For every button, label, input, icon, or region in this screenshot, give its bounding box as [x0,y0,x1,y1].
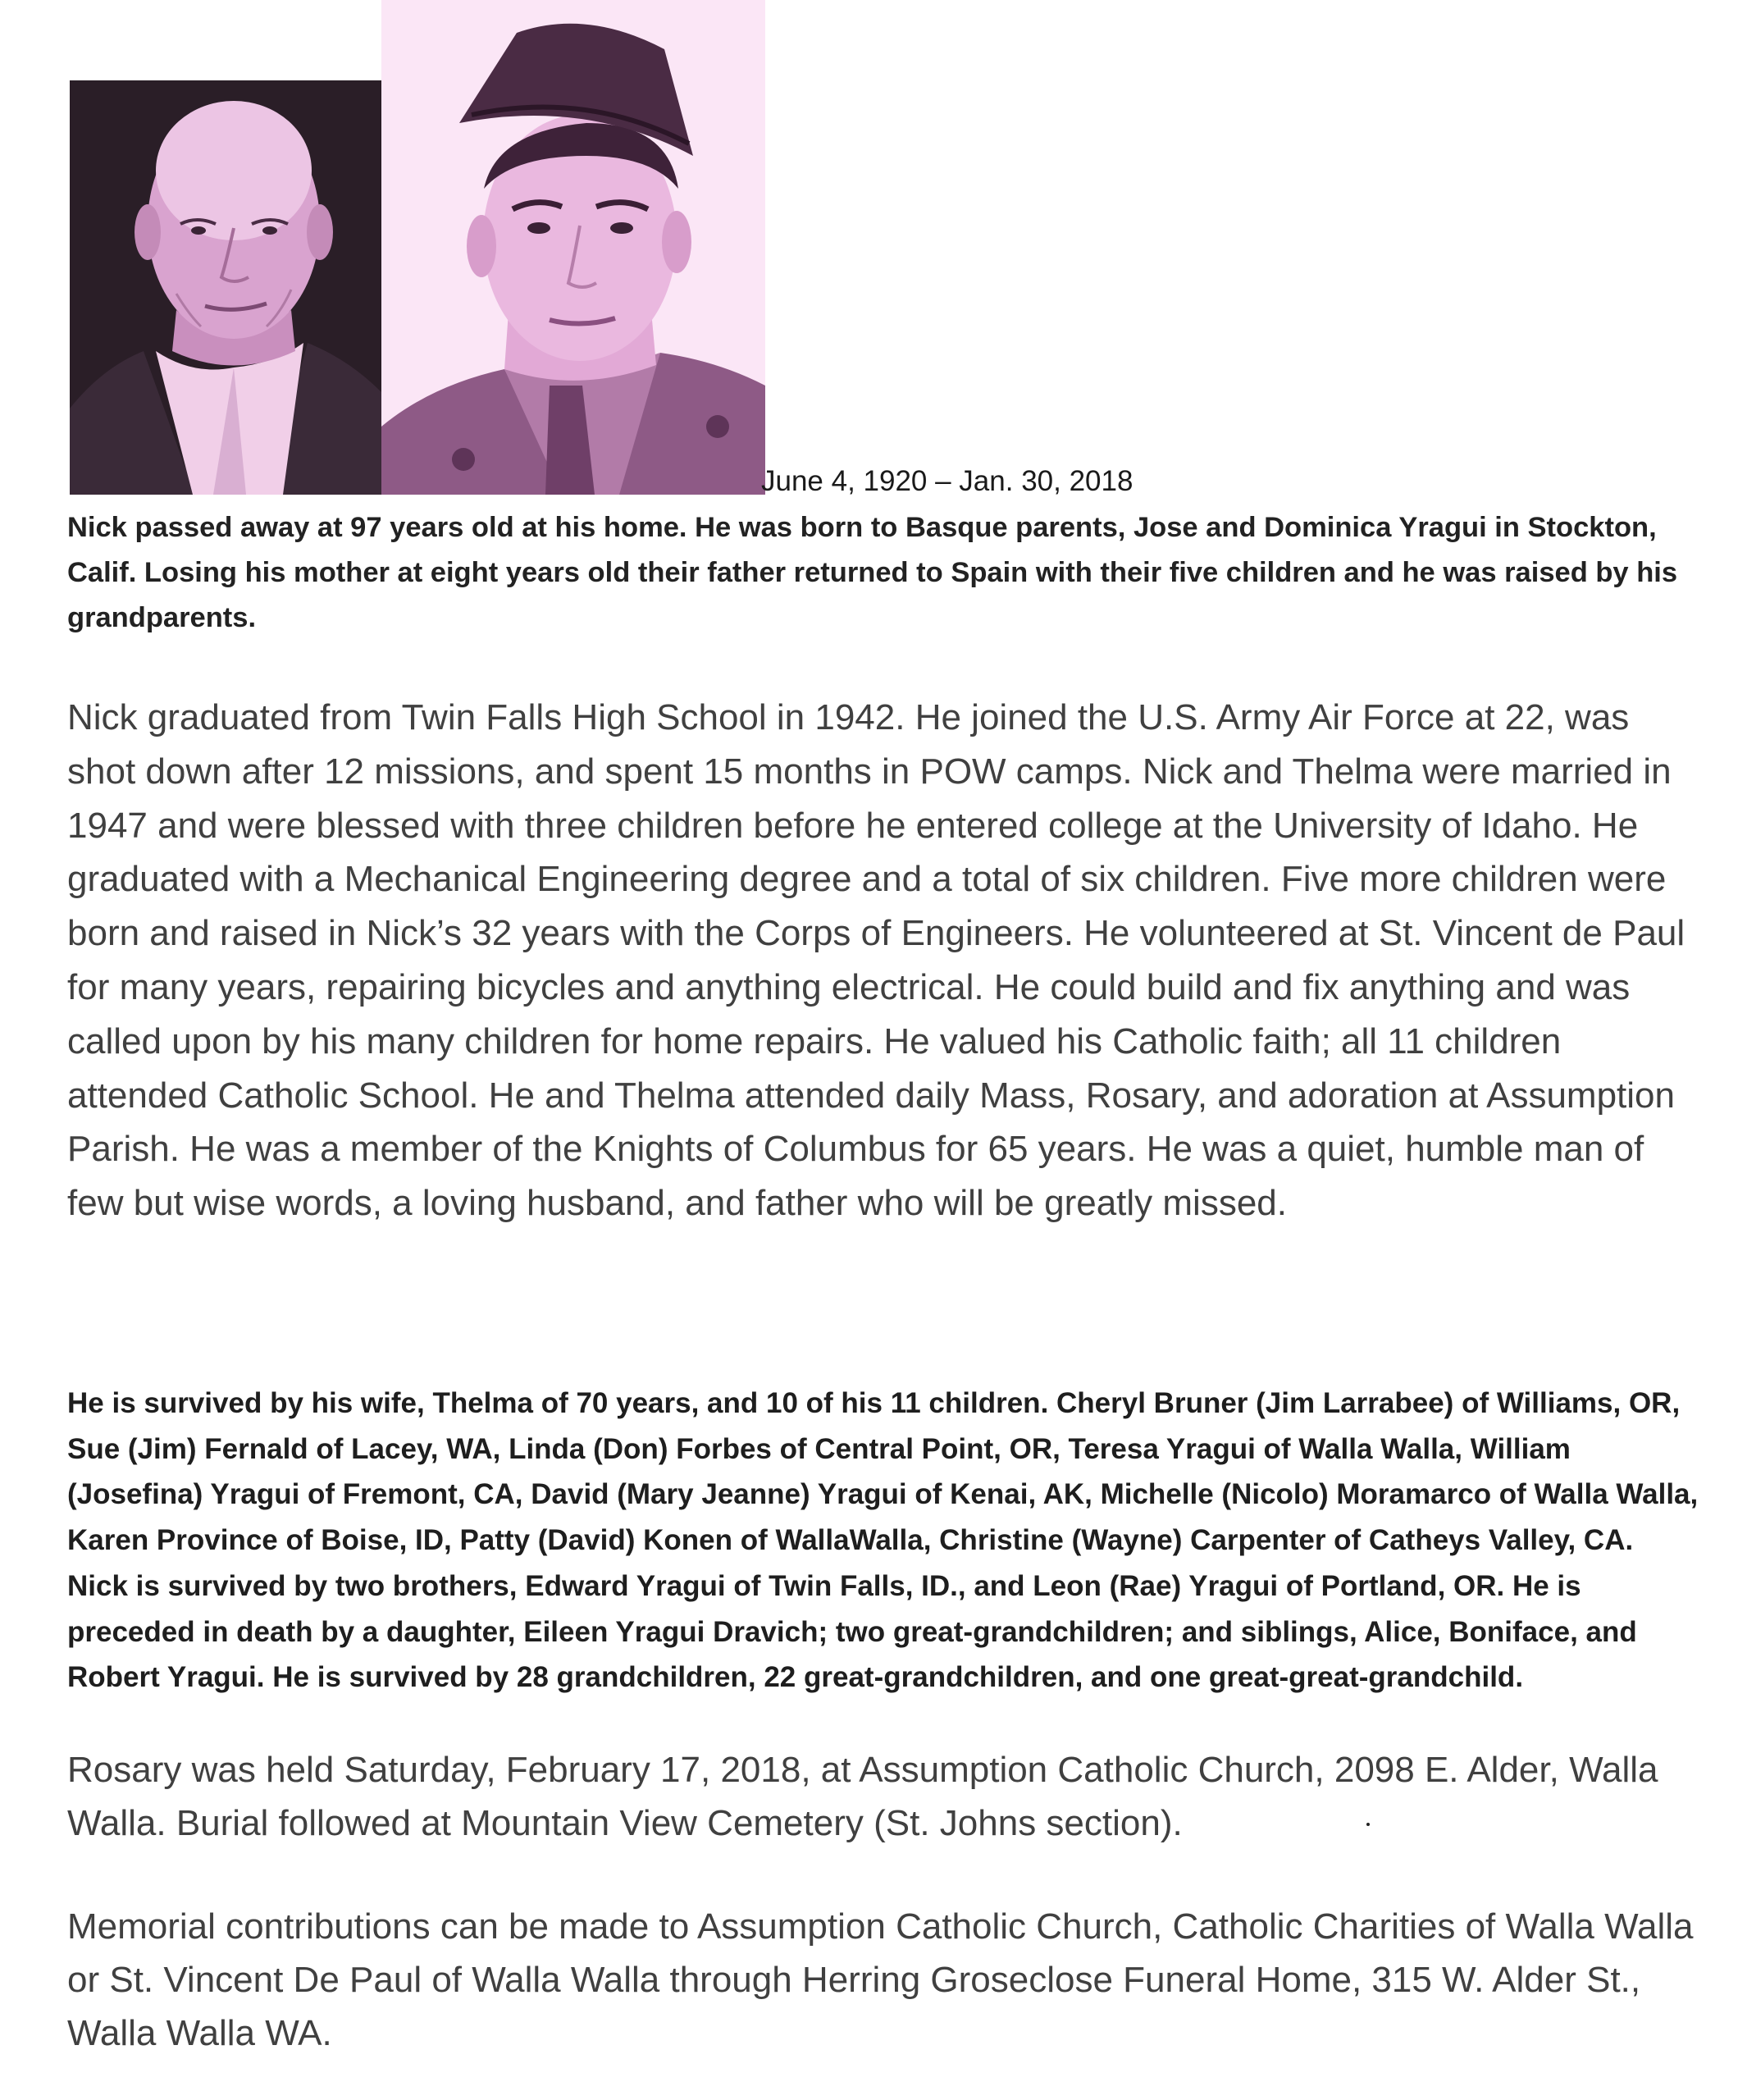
intro-paragraph: Nick passed away at 97 years old at his home. He was born to Basque parents, Jose and Dominica Yragui in Stockton, Calif. Losing his mother at eight years old their father returned to Spain with their five children and he was raised by his grandparents. [67,512,1678,633]
survivors-paragraph: He is survived by his wife, Thelma of 70 years, and 10 of his 11 children. Cheryl Bruner (Jim Larrabee) of Williams, OR, Sue (Jim) Fernald of Lacey, WA, Linda (Don) Forbes of Central Point, OR, Teresa Yragui of Walla Walla, William (Josefina) Yragui of Fremont, CA, David (Mary Jeanne) Yragui of Kenai, AK, Michelle (Nicolo) Moramarco of Walla Walla, Karen Province of Boise, ID, Patty (David) Konen of WallaWalla, Christine (Wayne) Carpenter of Catheys Valley, CA. Nick is survived by two brothers, Edward Yragui of Twin Falls, ID., and Leon (Rae) Yragui of Portland, OR. He is preceded in death by a daughter, Eileen Yragui Dravich; two great-grandchildren; and siblings, Alice, Boniface, and Robert Yragui. He is survived by 28 grandchildren, 22 great-grandchildren, and one great-great-grandchild. [67,1387,1699,1694]
elder-portrait-photo [70,80,381,495]
rosary-paragraph: Rosary was held Saturday, February 17, 2018, at Assumption Catholic Church, 2098 E. Alder, Walla Walla. Burial followed at Mountain View Cemetery (St. Johns section). [67,1750,1658,1843]
life-dates: June 4, 1920 – Jan. 30, 2018 [761,465,1133,497]
biography-paragraph: Nick graduated from Twin Falls High School in 1942. He joined the U.S. Army Air Force at 22, was shot down after 12 missions, and spent 15 months in POW camps. Nick and Thelma were married in 1947 and were blessed with three children before he entered college at the University of Idaho. He graduated with a Mechanical Engineering degree and a total of six children. Five more children were born and raised in Nick’s 32 years with the Corps of Engineers. He volunteered at St. Vincent de Paul for many years, repairing bicycles and anything electrical. He could build and fix anything and was called upon by his many children for home repairs. He valued his Catholic faith; all 11 children attended Catholic School. He and Thelma attended daily Mass, Rosary, and adoration at Assumption Parish. He was a member of the Knights of Columbus for 65 years. He was a quiet, humble man of few but wise words, a loving husband, and father who will be greatly missed. [67,697,1685,1224]
soldier-portrait-photo [381,0,765,495]
memorial-paragraph: Memorial contributions can be made to Assumption Catholic Church, Catholic Charities of Walla Walla or St. Vincent De Paul of Walla Walla through Herring Groseclose Funeral Home, 315 W. Alder St., Walla Walla WA. [67,1906,1694,2053]
scan-speck [1366,1823,1370,1826]
elder-portrait-image [70,80,381,495]
soldier-portrait-image [381,0,765,495]
